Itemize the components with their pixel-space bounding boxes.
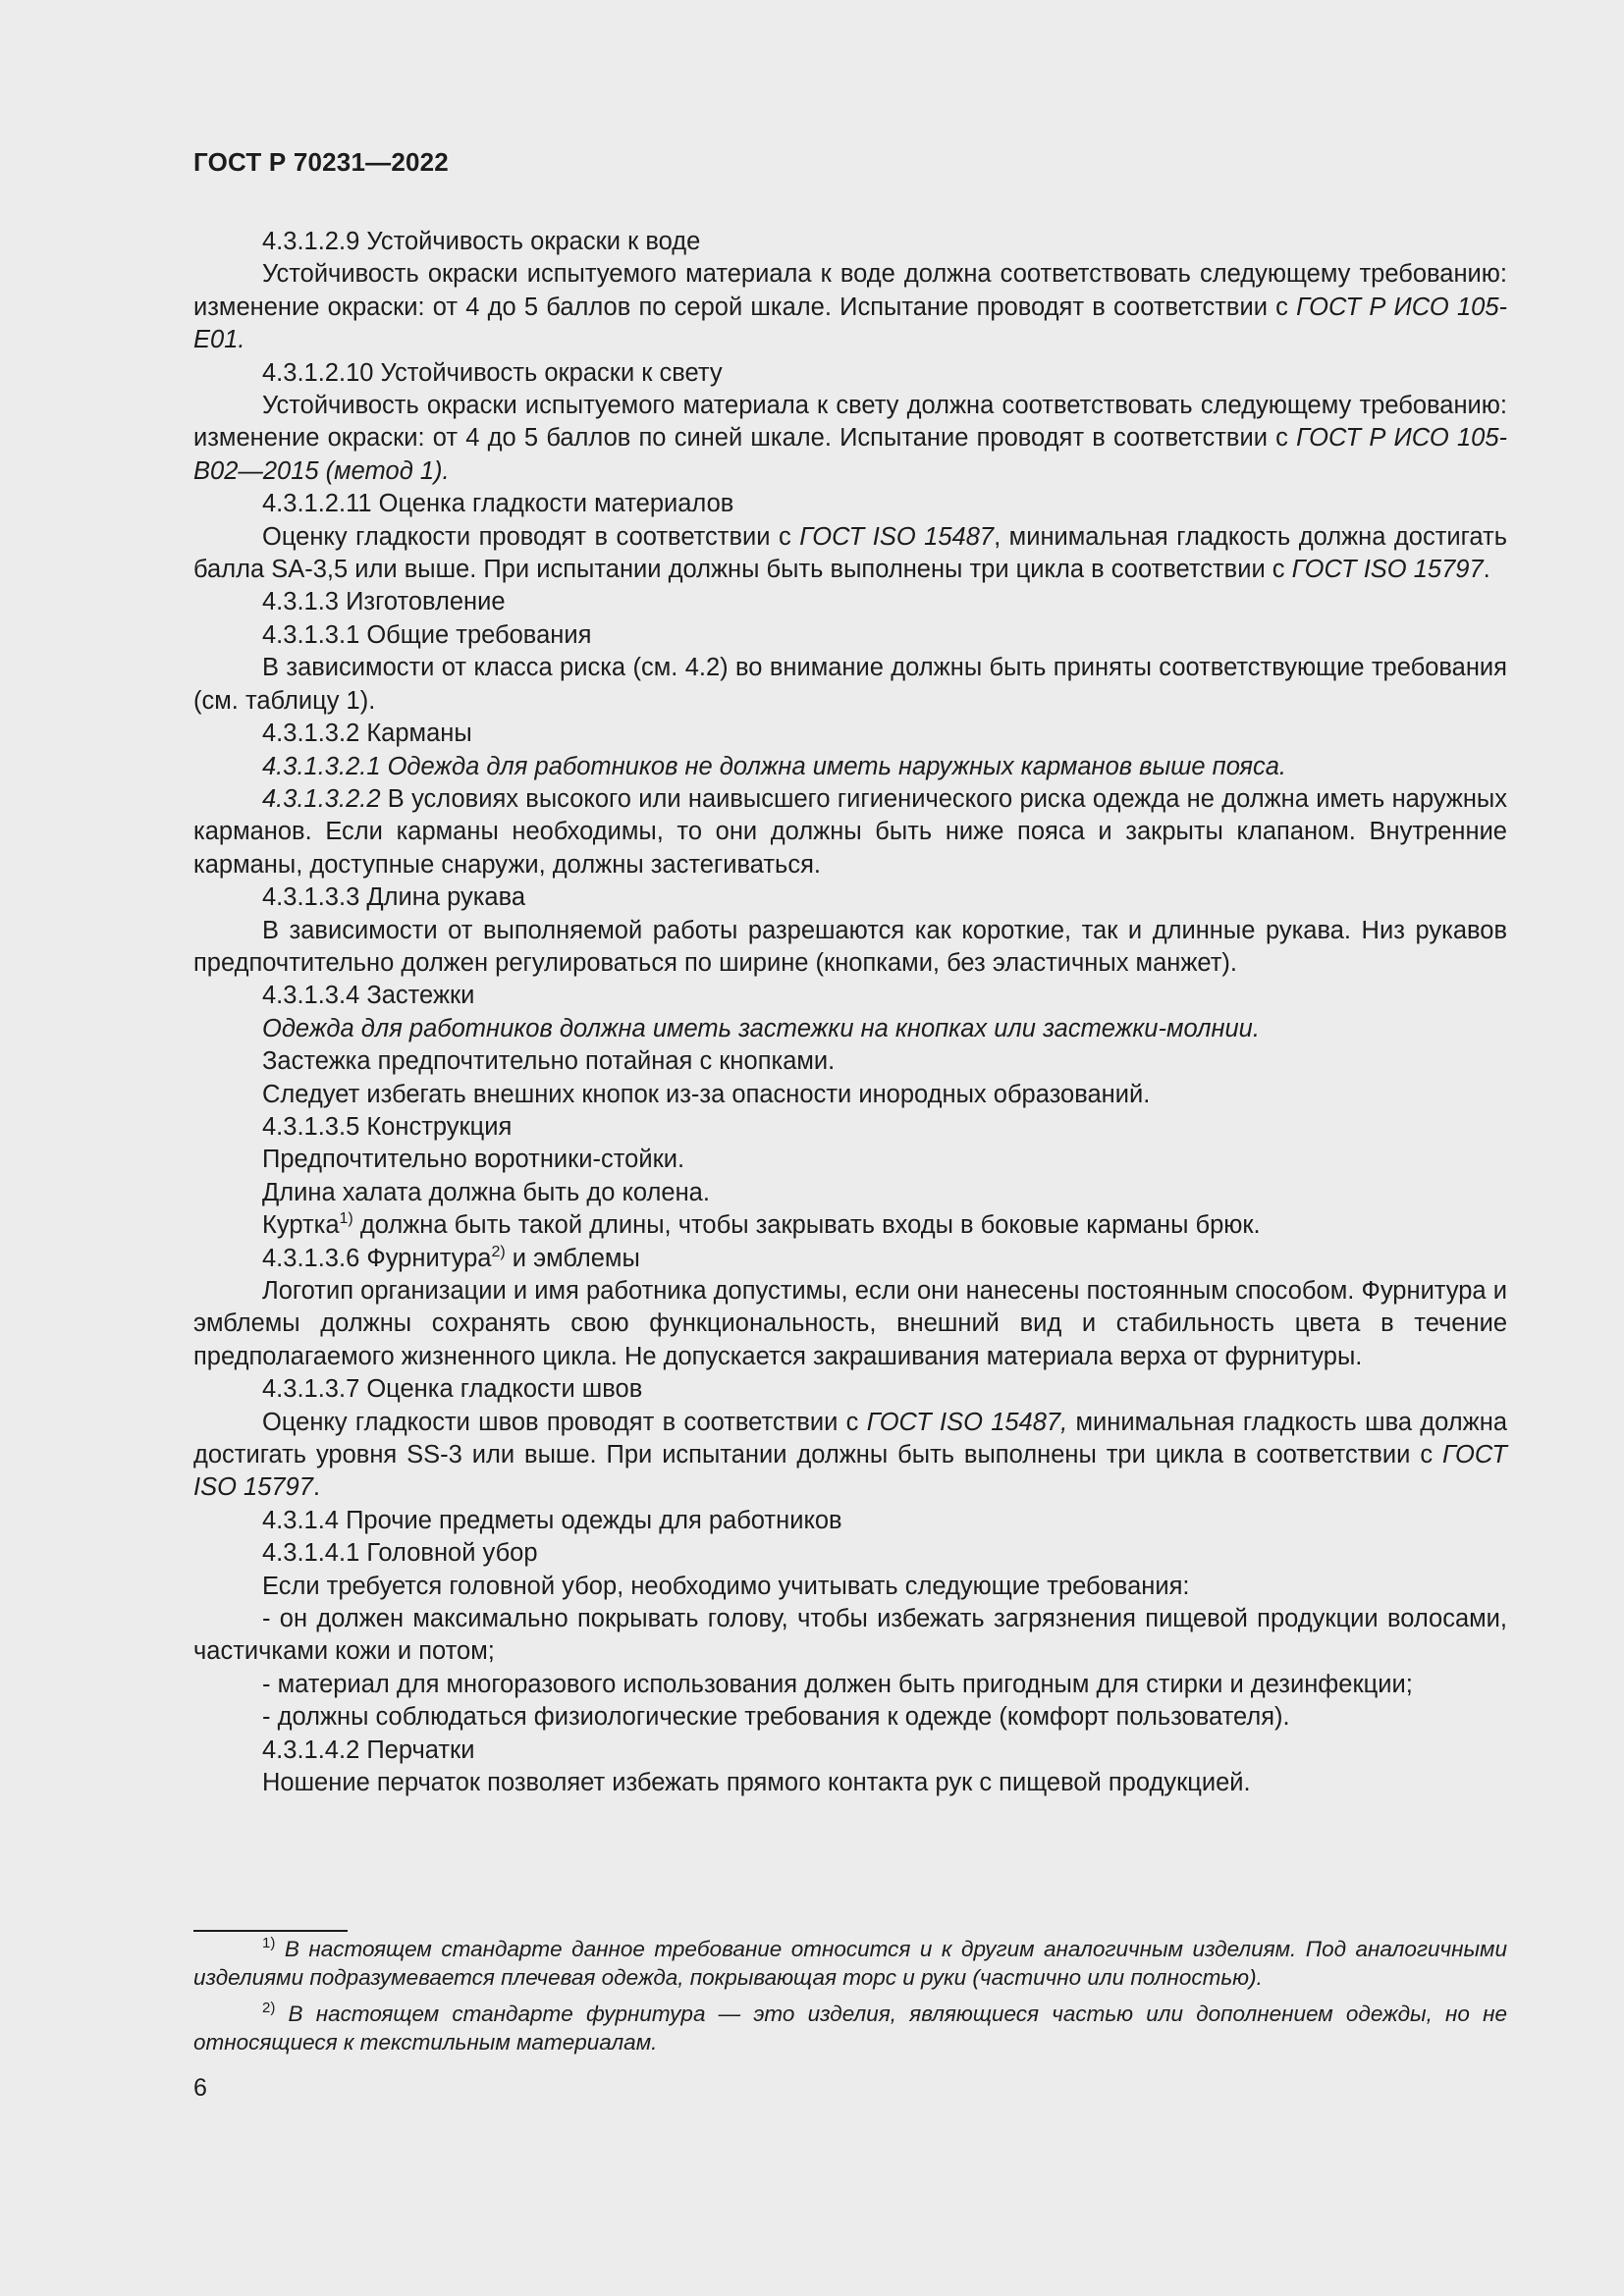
paragraph: Ношение перчаток позволяет избежать прямого контакта рук с пищевой продукцией. [262,1769,1251,1797]
paragraph: Устойчивость окраски испытуемого материала к воде должна соответствовать следующему требованию: изменение окраски: от 4 до 5 баллов по серой шкале. Испытание проводят в соответствии с ГОСТ Р ИСО 105-Е01. [193,260,1507,354]
section-heading: 4.3.1.2.10 Устойчивость окраски к свету [262,358,723,387]
section-heading: 4.3.1.4 Прочие предметы одежды для работников [262,1506,842,1534]
footnote-marker: 1) [262,1935,276,1951]
footnote: $^{1)}$ В настоящем стандарте данное требование относится и к другим аналогичным изделиям. Под аналогичными изделиями подразумевается плечевая одежда, покрывающая торс и руки (частично или полностью). [193,1935,1507,1990]
section-heading: 4.3.1.3 Изготовление [262,588,506,616]
paragraph: Следует избегать внешних кнопок из-за опасности инородных образований. [262,1080,1151,1108]
section-heading: 4.3.1.4.1 Головной убор [262,1539,538,1568]
paragraph: Длина халата должна быть до колена. [262,1178,710,1206]
footnotes [193,1935,1507,2064]
footnote-marker: 2) [262,2000,276,2016]
section-heading: 4.3.1.3.2 Карманы [262,720,472,748]
section-heading: 4.3.1.4.2 Перчатки [262,1735,475,1764]
section-heading: 4.3.1.3.4 Застежки [262,982,475,1010]
section-heading: 4.3.1.2.11 Оценка гладкости материалов [262,490,734,518]
standard-reference: ГОСТ Р ИСО 105-В02—2015 (метод 1). [193,424,1507,485]
list-item: - материал для многоразового использования должен быть пригодным для стирки и дезинфекции; [262,1670,1413,1698]
footnote-marker: 1) [339,1210,353,1228]
section-heading: 4.3.1.3.7 Оценка гладкости швов [262,1375,643,1404]
paragraph: Если требуется головной убор, необходимо учитывать следующие требования: [262,1572,1190,1600]
clause-number: 4.3.1.3.2.2 [262,784,381,813]
paragraph: 4.3.1.3.2.2 В условиях высокого или наивысшего гигиенического риска одежда не должна иметь наружных карманов. Если карманы необходимы, то они должны быть ниже пояса и закрыты клапаном. Внутренние карманы, доступные снаружи, должны застегиваться. [193,784,1507,879]
paragraph: Оценку гладкости швов проводят в соответствии с ГОСТ ISO 15487, минимальная гладкость шва должна достигать уровня SS-3 или выше. При испытании должны быть выполнены три цикла в соответствии с ГОСТ ISO 15797. [193,1408,1507,1502]
section-heading: 4.3.1.3.3 Длина рукава [262,883,526,912]
section-heading: 4.3.1.2.9 Устойчивость окраски к воде [262,228,701,255]
footnote: $^{2)}$ В настоящем стандарте фурнитура — это изделия, являющиеся частью или дополнением одежды, но не относящиеся к текстильным материалам. [193,2000,1507,2055]
document-body [193,226,1507,1800]
paragraph: 4.3.1.3.2.1 Одежда для работников не должна иметь наружных карманов выше пояса. [262,752,1286,780]
list-item: - он должен максимально покрывать голову, чтобы избежать загрязнения пищевой продукции волосами, частичками кожи и потом; [193,1605,1507,1666]
section-heading: 4.3.1.3.1 Общие требования [262,620,592,649]
paragraph: Логотип организации и имя работника допустимы, если они нанесены постоянным способом. Фурнитура и эмблемы должны сохранять свою функциональность, внешний вид и стабильность цвета в течение предполагаемого жизненного цикла. Не допускается закрашивания материала верха от фурнитуры. [193,1277,1507,1370]
paragraph: Куртка$^{1)}$ должна быть такой длины, чтобы закрывать входы в боковые карманы брюк. [262,1210,1261,1240]
section-heading: 4.3.1.3.5 Конструкция [262,1112,513,1141]
document-header: ГОСТ Р 70231—2022 [193,147,449,177]
standard-reference: ГОСТ ISO 15797 [1291,556,1484,584]
paragraph: В зависимости от класса риска (см. 4.2) во внимание должны быть приняты соответствующие требования (см. таблицу 1). [193,654,1507,715]
standard-reference: ГОСТ ISO 15797 [193,1441,1507,1502]
paragraph: Устойчивость окраски испытуемого материала к свету должна соответствовать следующему требованию: изменение окраски: от 4 до 5 баллов по синей шкале. Испытание проводят в соответствии с ГОСТ Р ИСО 105-В02—2015 (метод 1). [193,392,1507,485]
paragraph: Одежда для работников должна иметь застежки на кнопках или застежки-молнии. [262,1014,1260,1042]
standard-reference: ГОСТ Р ИСО 105-Е01. [193,293,1507,354]
list-item: - должны соблюдаться физиологические требования к одежде (комфорт пользователя). [262,1703,1290,1732]
paragraph: Оценку гладкости проводят в соответствии с ГОСТ ISO 15487, минимальная гладкость должна достигать балла SA-3,5 или выше. При испытании должны быть выполнены три цикла в соответствии с ГОСТ ISO 15797. [193,522,1507,584]
page-number: 6 [193,2074,207,2102]
paragraph: В зависимости от выполняемой работы разрешаются как короткие, так и длинные рукава. Низ рукавов предпочтительно должен регулироваться по ширине (кнопками, без эластичных манжет). [193,916,1507,977]
standard-reference: ГОСТ ISO 15487, [866,1408,1068,1436]
footnote-divider [193,1930,348,1932]
footnote-marker: 2) [491,1243,506,1260]
standard-reference: ГОСТ ISO 15487 [799,522,995,551]
paragraph: Застежка предпочтительно потайная с кнопками. [262,1047,836,1076]
paragraph: Предпочтительно воротники-стойки. [262,1146,685,1174]
section-heading: 4.3.1.3.6 Фурнитура$^{2)}$ и эмблемы [262,1243,640,1272]
